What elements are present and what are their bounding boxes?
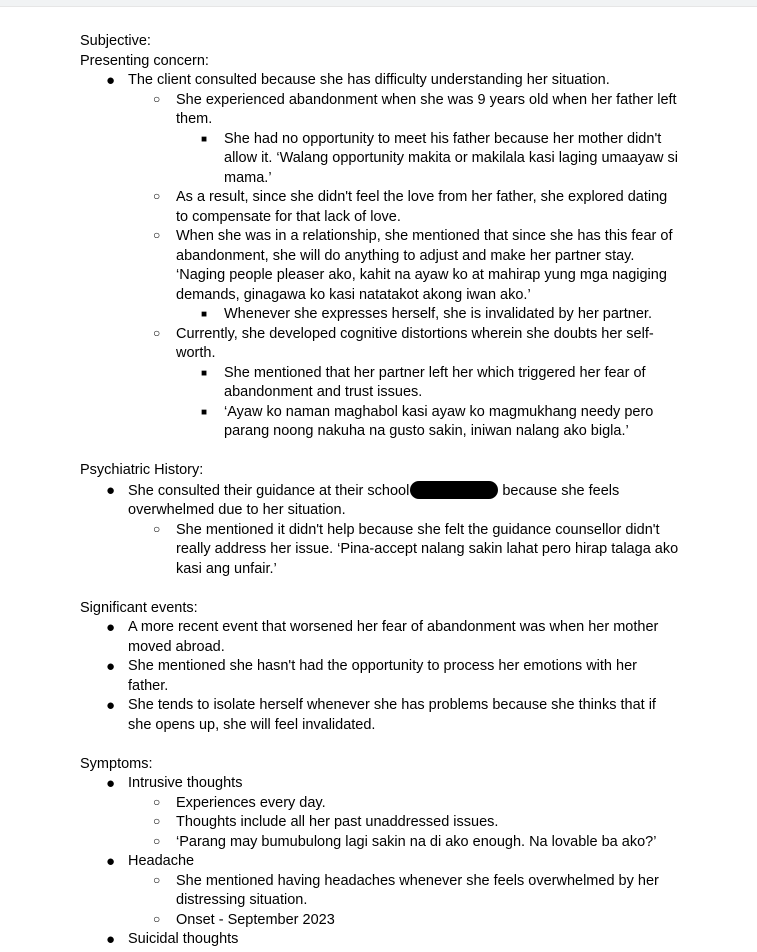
bullet-square-icon: ■	[201, 406, 208, 418]
list-item	[80, 91, 680, 130]
list-item-text: She mentioned having headaches whenever she feels overwhelmed by her distressing situation.	[176, 872, 659, 908]
psychiatric-history-list	[80, 481, 680, 580]
list-item-text: ‘Parang may bumubulong lagi sakin na di ako enough. Na lovable ba ako?’	[176, 833, 657, 850]
bullet-disc-icon: ●	[106, 72, 116, 89]
spacer	[80, 442, 680, 462]
bullet-circle-icon: ○	[153, 911, 161, 926]
list-item	[80, 852, 680, 872]
list-item-text: She experienced abandonment when she was 9 years old when her father left them.	[176, 91, 677, 127]
list-item-text: Thoughts include all her past unaddressed issues.	[176, 814, 499, 830]
bullet-circle-icon: ○	[153, 833, 161, 848]
list-item	[80, 71, 680, 91]
list-item-text: Experiences every day.	[176, 794, 326, 811]
list-item-text: She had no opportunity to meet his father because her mother didn't allow it. ‘Walang opportunity makita or makilala kasi laging umaayaw si mama.’	[224, 130, 678, 186]
list-item-text: Headache	[128, 853, 195, 869]
bullet-circle-icon: ○	[153, 872, 161, 887]
list-item-text: Intrusive thoughts	[128, 775, 243, 791]
redaction-block	[410, 481, 498, 499]
list-item	[80, 794, 680, 814]
bullet-circle-icon: ○	[153, 228, 161, 242]
bullet-square-icon: ■	[201, 133, 208, 145]
section-heading-subjective: Subjective:	[80, 33, 151, 49]
list-item	[80, 130, 680, 189]
presenting-concern-list	[80, 71, 680, 442]
bullet-circle-icon: ○	[153, 189, 161, 203]
list-item	[80, 403, 680, 442]
bullet-disc-icon: ●	[106, 853, 116, 870]
list-item	[80, 911, 680, 931]
bullet-circle-icon: ○	[153, 325, 161, 340]
document-page	[80, 32, 680, 950]
list-item	[80, 696, 680, 735]
bullet-disc-icon: ●	[106, 619, 116, 636]
list-item-text: When she was in a relationship, she mentioned that since she has this fear of abandonment, she will do anything to adjust and make her partner stay. ‘Naging people pleaser ako, kahit na ayaw ko at mahirap yung mga nagiging demands, ginagawa ko kasi natatakot akong iwan ako.’	[176, 228, 673, 303]
list-item-text: Currently, she developed cognitive distortions wherein she doubts her self-worth.	[176, 325, 654, 361]
bullet-disc-icon: ●	[106, 481, 116, 499]
list-item	[80, 227, 680, 305]
bullet-square-icon: ■	[201, 367, 208, 379]
section-heading-significant-events: Significant events:	[80, 599, 198, 616]
section-heading-psychiatric-history: Psychiatric History:	[80, 462, 204, 478]
list-item-text: Suicidal thoughts	[128, 931, 239, 947]
symptoms-list	[80, 774, 680, 950]
significant-events-list	[80, 618, 680, 735]
list-item	[80, 618, 680, 657]
list-item-text: because she feels overwhelmed due to her situation.	[128, 482, 620, 518]
list-item-text: As a result, since she didn't feel the love from her father, she explored dating to compensate for that lack of love.	[176, 189, 668, 225]
list-item	[80, 774, 680, 794]
list-item-text: ‘Ayaw ko naman maghabol kasi ayaw ko magmukhang needy pero parang noong nakuha na gusto sakin, iniwan nalang ako bigla.’	[224, 403, 654, 439]
bullet-disc-icon: ●	[106, 658, 116, 675]
list-item-text: A more recent event that worsened her fear of abandonment was when her mother moved abroad.	[128, 619, 659, 655]
list-item-text: She mentioned she hasn't had the opportunity to process her emotions with her father.	[128, 658, 637, 694]
list-item-text: She mentioned it didn't help because she felt the guidance counsellor didn't really address her issue. ‘Pina-accept nalang sakin lahat pero hirap talaga ako kasi ang unfair.’	[176, 521, 679, 577]
bullet-circle-icon: ○	[153, 521, 161, 536]
bullet-circle-icon: ○	[153, 794, 161, 809]
list-item	[80, 481, 680, 521]
bullet-disc-icon: ●	[106, 775, 116, 792]
bullet-disc-icon: ●	[106, 931, 116, 948]
bullet-square-icon: ■	[201, 309, 208, 320]
list-item-text: She mentioned that her partner left her which triggered her fear of abandonment and trust issues.	[224, 364, 646, 400]
list-item	[80, 930, 680, 950]
bullet-circle-icon: ○	[153, 814, 161, 828]
list-item-text: She tends to isolate herself whenever she has problems because she thinks that if she opens up, she will feel invalidated.	[128, 697, 656, 733]
list-item	[80, 872, 680, 911]
list-item	[80, 325, 680, 364]
list-item-text: Onset - September 2023	[176, 911, 335, 928]
spacer	[80, 735, 680, 755]
list-item	[80, 305, 680, 325]
list-item-text: The client consulted because she has difficulty understanding her situation.	[128, 72, 610, 88]
list-item	[80, 657, 680, 696]
top-toolbar-edge	[0, 0, 757, 7]
list-item-text: Whenever she expresses herself, she is invalidated by her partner.	[224, 306, 652, 322]
bullet-disc-icon: ●	[106, 697, 116, 714]
bullet-circle-icon: ○	[153, 91, 161, 106]
section-heading-presenting-concern: Presenting concern:	[80, 52, 209, 69]
list-item-text: She consulted their guidance at their school	[128, 482, 410, 499]
list-item	[80, 813, 680, 833]
section-heading-symptoms: Symptoms:	[80, 755, 153, 772]
list-item	[80, 833, 680, 853]
list-item	[80, 364, 680, 403]
spacer	[80, 579, 680, 599]
list-item	[80, 188, 680, 227]
list-item	[80, 521, 680, 580]
